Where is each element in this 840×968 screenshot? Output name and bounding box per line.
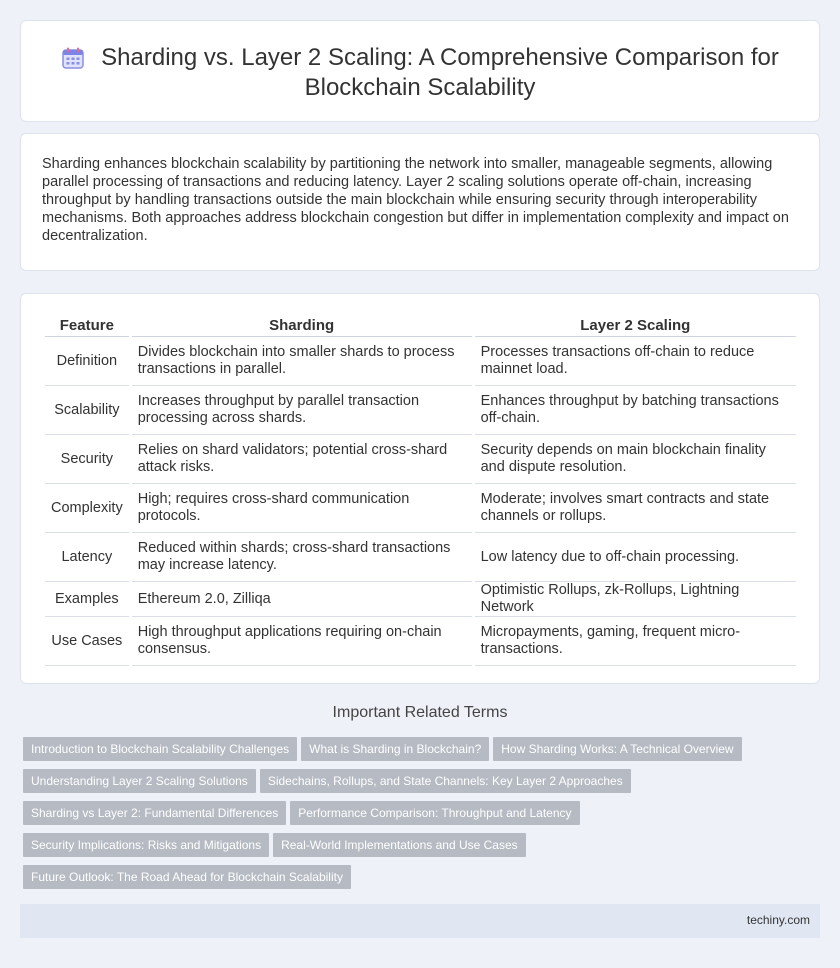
table-row: [45, 484, 796, 533]
header-layer2: Layer 2 Scaling: [475, 315, 796, 337]
related-term-tag[interactable]: Understanding Layer 2 Scaling Solutions: [23, 769, 256, 793]
layer2-cell: Enhances throughput by batching transactions off-chain.: [475, 386, 796, 435]
layer2-cell: Processes transactions off-chain to reduce mainnet load.: [475, 337, 796, 386]
feature-cell: Definition: [45, 337, 129, 386]
header-feature: Feature: [45, 315, 129, 337]
title-card: [20, 20, 820, 122]
related-term-tag[interactable]: Sidechains, Rollups, and State Channels: Key Layer 2 Approaches: [260, 769, 631, 793]
sharding-cell: High; requires cross-shard communication protocols.: [132, 484, 472, 533]
page-title: Sharding vs. Layer 2 Scaling: A Comprehensive Comparison for Blockchain Scalability: [101, 44, 779, 101]
footer: [20, 904, 820, 938]
calendar-icon: [61, 46, 85, 70]
related-term-tag[interactable]: What is Sharding in Blockchain?: [301, 737, 489, 761]
summary-text: Sharding enhances blockchain scalability by partitioning the network into smaller, manageable segments, allowing parallel processing of transactions and reducing latency. Layer 2 scaling solutions operate off-chain, increasing throughput by handling transactions outside the main blockchain while ensuring security through interoperability mechanisms. Both approaches address blockchain congestion but differ in implementation complexity and impact on decentralization.: [42, 156, 789, 244]
summary-card: [20, 133, 820, 271]
comparison-table-card: [20, 293, 820, 684]
feature-cell: Examples: [45, 582, 129, 617]
layer2-cell: Low latency due to off-chain processing.: [475, 533, 796, 582]
sharding-cell: High throughput applications requiring on-chain consensus.: [132, 617, 472, 666]
related-term-tag[interactable]: Sharding vs Layer 2: Fundamental Differences: [23, 801, 286, 825]
sharding-cell: Increases throughput by parallel transaction processing across shards.: [132, 386, 472, 435]
layer2-cell: Optimistic Rollups, zk-Rollups, Lightning Network: [475, 582, 796, 617]
related-terms-list: [23, 737, 803, 897]
related-term-tag[interactable]: Introduction to Blockchain Scalability Challenges: [23, 737, 297, 761]
layer2-cell: Security depends on main blockchain finality and dispute resolution.: [475, 435, 796, 484]
sharding-cell: Divides blockchain into smaller shards to process transactions in parallel.: [132, 337, 472, 386]
table-row: [45, 386, 796, 435]
related-term-tag[interactable]: Performance Comparison: Throughput and Latency: [290, 801, 579, 825]
layer2-cell: Micropayments, gaming, frequent micro-transactions.: [475, 617, 796, 666]
sharding-cell: Reduced within shards; cross-shard transactions may increase latency.: [132, 533, 472, 582]
related-term-tag[interactable]: Future Outlook: The Road Ahead for Blockchain Scalability: [23, 865, 351, 889]
header-sharding: Sharding: [132, 315, 472, 337]
table-header-row: [45, 315, 796, 337]
title-wrap: [61, 43, 779, 103]
sharding-cell: Relies on shard validators; potential cross-shard attack risks.: [132, 435, 472, 484]
comparison-table: [42, 315, 799, 666]
table-row: [45, 533, 796, 582]
table-row: [45, 337, 796, 386]
related-term-tag[interactable]: Security Implications: Risks and Mitigations: [23, 833, 269, 857]
feature-cell: Latency: [45, 533, 129, 582]
table-row: [45, 582, 796, 617]
sharding-cell: Ethereum 2.0, Zilliqa: [132, 582, 472, 617]
related-term-tag[interactable]: How Sharding Works: A Technical Overview: [493, 737, 741, 761]
table-row: [45, 435, 796, 484]
related-terms-heading: Important Related Terms: [332, 704, 508, 721]
feature-cell: Security: [45, 435, 129, 484]
table-row: [45, 617, 796, 666]
feature-cell: Scalability: [45, 386, 129, 435]
feature-cell: Use Cases: [45, 617, 129, 666]
footer-site[interactable]: techiny.com: [746, 913, 810, 927]
layer2-cell: Moderate; involves smart contracts and state channels or rollups.: [475, 484, 796, 533]
related-term-tag[interactable]: Real-World Implementations and Use Cases: [273, 833, 526, 857]
feature-cell: Complexity: [45, 484, 129, 533]
